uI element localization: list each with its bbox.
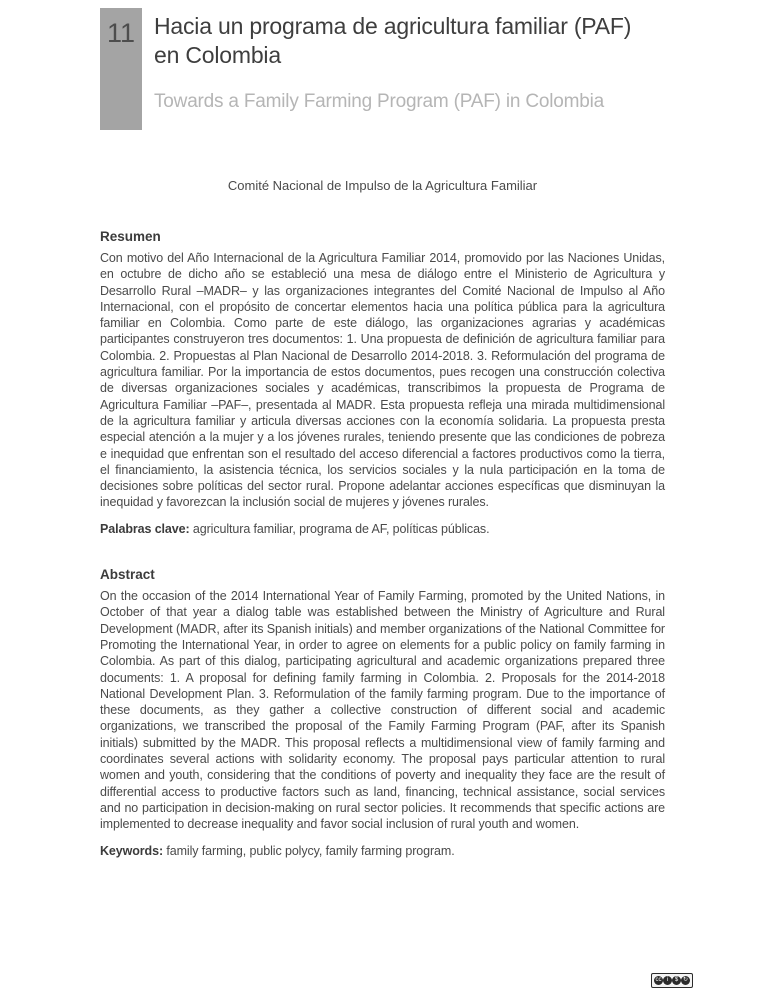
palabras-clave-label: Palabras clave: xyxy=(100,521,190,536)
chapter-header xyxy=(100,8,665,130)
abstract-heading: Abstract xyxy=(100,567,155,583)
keywords-text: family farming, public polycy, family farming program. xyxy=(163,843,455,858)
cc-nc-icon: $ xyxy=(672,976,681,985)
resumen-body: Con motivo del Año Internacional de la Agricultura Familiar 2014, promovido por las Naciones Unidas, en octubre de dicho año se estableció una mesa de diálogo entre el Ministerio de Agricultura y Desarrollo Rural –MADR– y las organizaciones integrantes del Comité Nacional de Impulso al Año Internacional, con el propósito de concertar elementos hacia una política pública para la agricultura familiar en Colombia. Como parte de este diálogo, las organizaciones agrarias y académicas participantes construyeron tres documentos: 1. Una propuesta de definición de agricultura familiar para Colombia. 2. Propuestas al Plan Nacional de Desarrollo 2014-2018. 3. Reformulación del programa de agricultura familiar. Por la importancia de estos documentos, pues recogen una construcción colectiva de diversas organizaciones sociales y académicas, transcribimos la propuesta de Programa de Agricultura Familiar –PAF–, presentada al MADR. Esta propuesta refleja una mirada multidimensional de la agricultura familiar y articula diversas acciones con la economía solidaria. La propuesta presta especial atención a la mujer y a los jóvenes rurales, teniendo presente que las condiciones de pobreza e inequidad que enfrentan son el resultado del acceso diferencial a factores productivos como la tierra, el financiamiento, la asistencia técnica, los servicios sociales y la nula participación en la toma de decisiones sobre políticas del sector rural. Propone adelantar acciones específicas que disminuyan la inequidad y favorezcan la inclusión social de mujeres y jóvenes rurales. xyxy=(100,251,665,510)
cc-sa-icon: ↻ xyxy=(682,977,689,983)
keywords-label: Keywords: xyxy=(100,843,164,858)
abstract-body: On the occasion of the 2014 International Year of Family Farming, promoted by the United Nations, in October of that year a dialog table was established between the Ministry of Agriculture and Rural Development (MADR, after its Spanish initials) and member organizations of the National Committee for Promoting the International Year, in order to agree on elements for a public policy on family farming in Colombia. As part of this dialog, participating agricultural and academic organizations prepared three documents: 1. A proposal for defining family farming in Colombia. 2. Proposals for the 2014-2018 National Development Plan. 3. Reformulation of the family farming program. Due to the importance of these documents, as they gather a collective construction of different social and academic organizations, we transcribed the proposal of the Family Farming Program (PAF, after its Spanish initials) submitted by the MADR. This proposal reflects a multidimensional view of family farming and coordinates several actions with solidarity economy. The proposal pays particular attention to rural women and youth, considering that the conditions of poverty and inequality they face are the result of differential access to productive factors such as land, financing, technical assistance, social services and no participation in decision-making on rural sector policies. It recommends that specific actions are implemented to decrease inequality and favor social inclusion of rural youth and women. xyxy=(100,589,665,832)
chapter-number: 11 xyxy=(106,18,136,48)
title-english: Towards a Family Farming Program (PAF) in Colombia xyxy=(154,90,604,112)
abstract-section xyxy=(100,567,665,859)
page-content xyxy=(100,8,665,859)
cc-license-badge[interactable] xyxy=(651,973,693,988)
cc-icon: cc xyxy=(655,977,662,983)
palabras-clave-line xyxy=(100,521,665,537)
resumen-heading: Resumen xyxy=(100,229,161,244)
keywords-line xyxy=(100,843,665,859)
title-block xyxy=(142,8,659,130)
title-spanish: Hacia un programa de agricultura familiar (PAF) en Colombia xyxy=(154,13,632,69)
author-line: Comité Nacional de Impulso de la Agricultura Familiar xyxy=(227,178,538,193)
cc-by-icon: i xyxy=(663,976,672,985)
resumen-section xyxy=(100,229,665,537)
palabras-clave-text: agricultura familiar, programa de AF, políticas públicas. xyxy=(189,521,490,536)
chapter-number-band xyxy=(100,8,142,130)
